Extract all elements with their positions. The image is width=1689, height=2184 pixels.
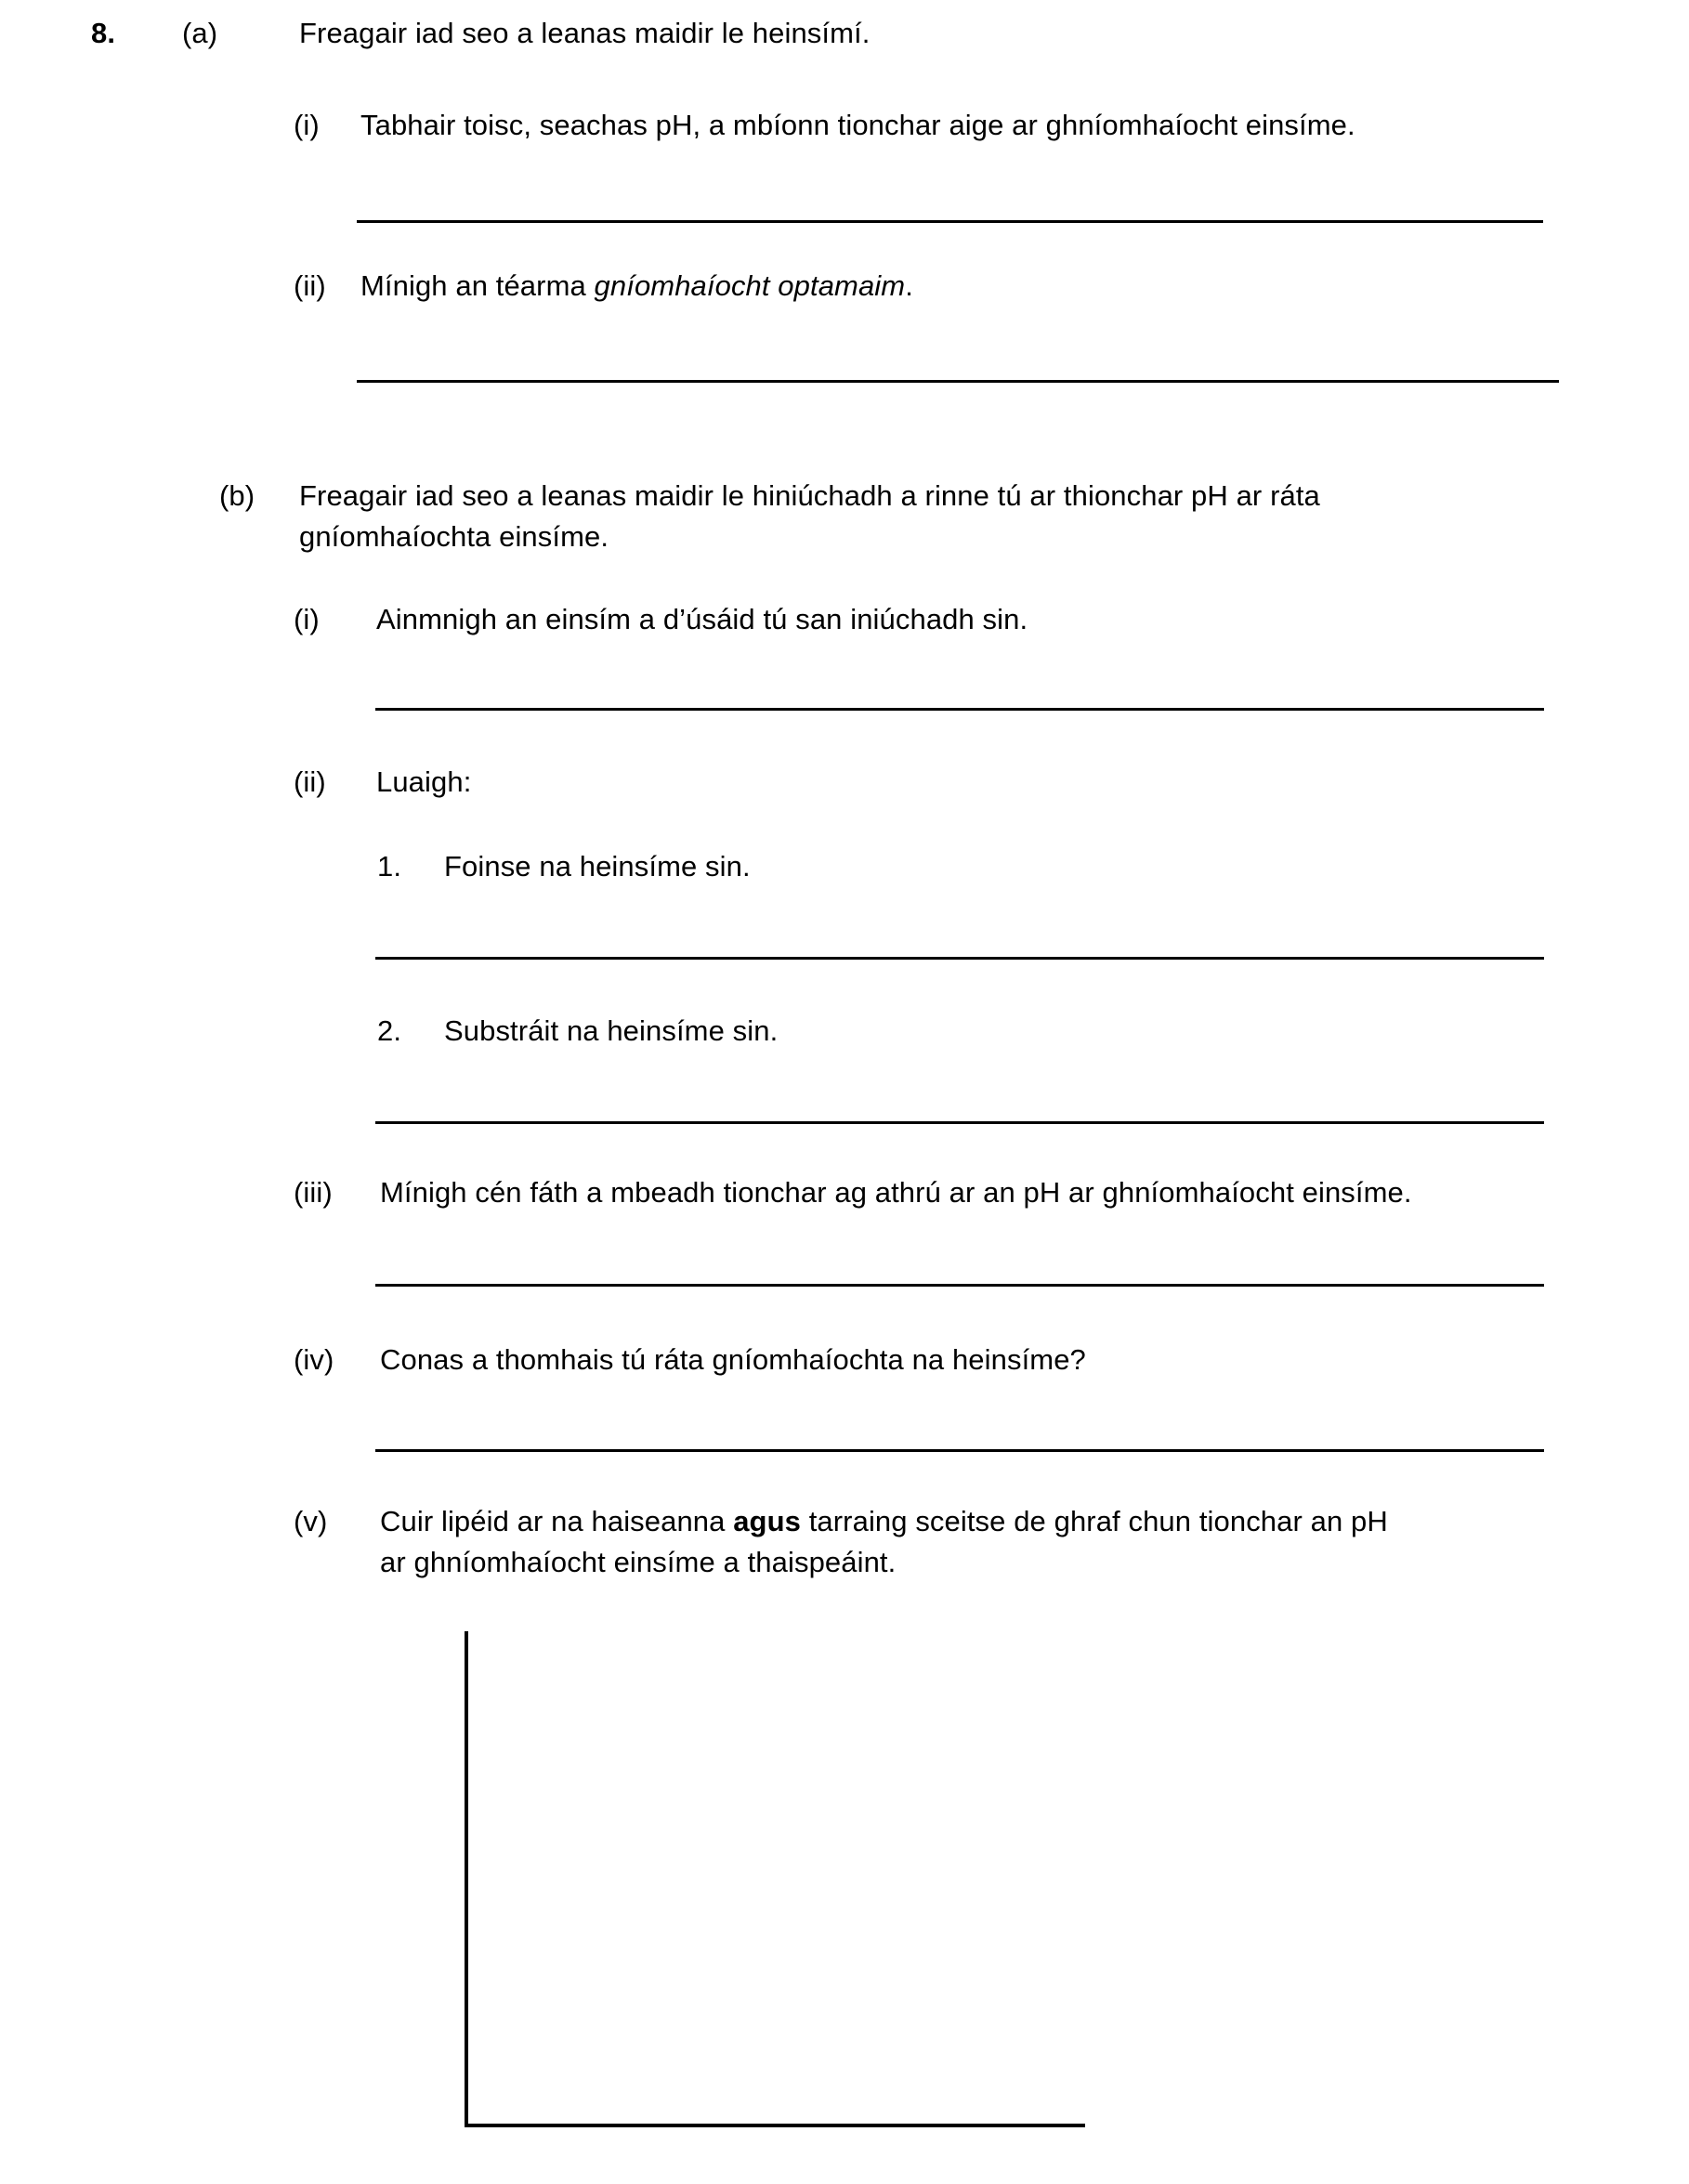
part-b-item-ii-sub-1-text: Foinse na heinsíme sin. [444,850,751,883]
answer-line-b-iv[interactable] [375,1449,1544,1452]
question-number: 8. [91,17,116,49]
part-b-item-v-line1-before: Cuir lipéid ar na haiseanna [380,1505,734,1537]
graph-x-axis [465,2124,1085,2127]
part-b-item-v-line1-after: tarraing sceitse de ghraf chun tionchar an pH [800,1505,1388,1537]
part-b-label: (b) [219,479,255,512]
part-b-item-iv-text: Conas a thomhais tú ráta gníomhaíochta na heinsíme? [380,1343,1086,1376]
part-b-item-ii-text: Luaigh: [376,765,472,798]
part-a-item-ii-text-before: Mínigh an téarma [360,269,595,302]
blank-graph-axes[interactable] [465,1631,1085,2127]
part-a-item-ii-label: (ii) [294,269,326,302]
part-b-item-v-label: (v) [294,1505,328,1537]
part-b-item-i-label: (i) [294,603,320,635]
part-a-item-ii-text [360,266,913,307]
part-b-item-v-text-line2: ar ghníomhaíocht einsíme a thaispeáint. [380,1546,897,1578]
answer-line-b-iii[interactable] [375,1284,1544,1287]
part-a-stem: Freagair iad seo a leanas maidir le heinsímí. [299,17,871,49]
part-a-label: (a) [182,17,218,49]
part-b-item-v-line1-bold: agus [733,1505,801,1537]
part-a-item-ii-term-italic: gníomhaíocht optamaim [594,269,906,302]
part-b-item-iv-label: (iv) [294,1343,334,1376]
part-a-item-i-label: (i) [294,109,320,141]
answer-line-a-ii[interactable] [357,380,1559,383]
graph-y-axis [465,1631,468,2127]
part-b-item-i-text: Ainmnigh an einsím a d’úsáid tú san iniúchadh sin. [376,603,1028,635]
part-b-item-ii-sub-1-label: 1. [377,850,402,883]
part-b-stem-line1: Freagair iad seo a leanas maidir le hiniúchadh a rinne tú ar thionchar pH ar ráta [299,479,1320,512]
part-b-item-ii-sub-2-label: 2. [377,1014,402,1047]
part-b-stem-line2: gníomhaíochta einsíme. [299,520,609,553]
part-b-item-ii-label: (ii) [294,765,326,798]
part-b-item-ii-sub-2-text: Substráit na heinsíme sin. [444,1014,779,1047]
part-a-item-ii-text-after: . [905,269,913,302]
part-b-item-iii-text: Mínigh cén fáth a mbeadh tionchar ag athrú ar an pH ar ghníomhaíocht einsíme. [380,1176,1412,1209]
answer-line-b-i[interactable] [375,708,1544,711]
answer-line-b-ii-1[interactable] [375,957,1544,960]
answer-line-b-ii-2[interactable] [375,1121,1544,1124]
part-b-item-v-text-line1 [380,1501,1388,1542]
part-a-item-i-text: Tabhair toisc, seachas pH, a mbíonn tionchar aige ar ghníomhaíocht einsíme. [360,109,1355,141]
answer-line-a-i[interactable] [357,220,1543,223]
part-b-item-iii-label: (iii) [294,1176,333,1209]
